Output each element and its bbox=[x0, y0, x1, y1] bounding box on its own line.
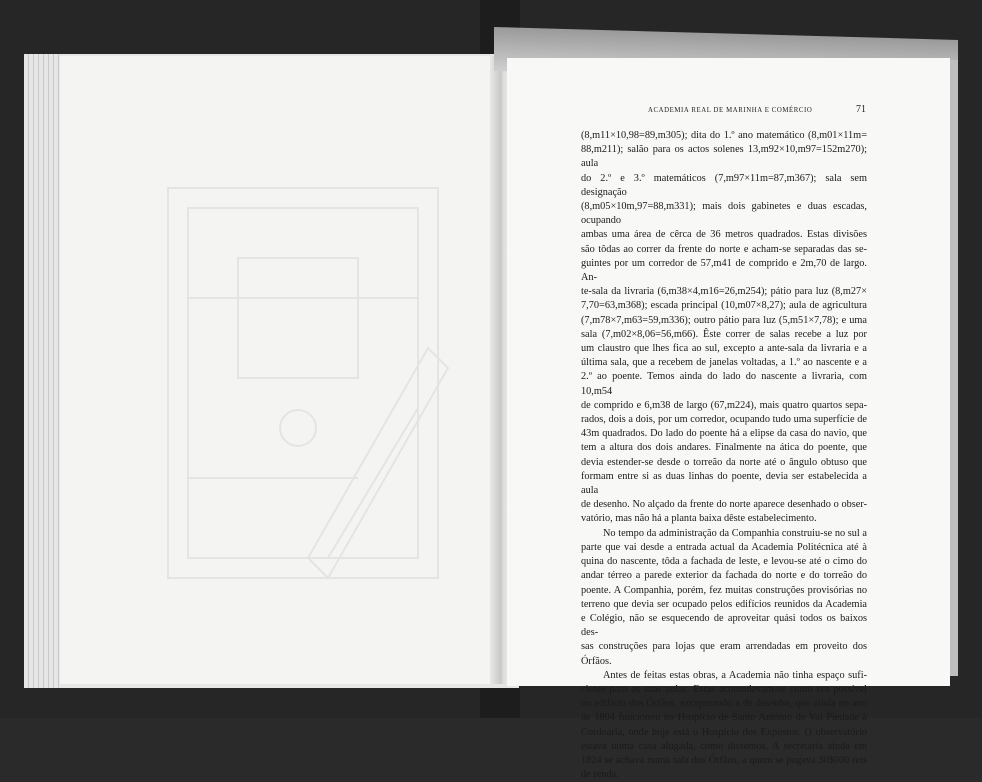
text-line: última sala, que a recebem de janelas voltadas, a 1.º ao nascente e a bbox=[581, 357, 867, 369]
text-line: tem a altura dos dois andares. Finalmente na ática do poente, que bbox=[581, 442, 867, 454]
text-line: de comprido e 6,m38 de largo (67,m224), mais quatro quartos sepa- bbox=[581, 399, 867, 411]
text-line: 1824 se achava numa sala dos Órfãos, a quem se pagava 30$000 reis bbox=[581, 754, 867, 766]
text-line: 2.º ao poente. Temos ainda do lado do nascente a livraria, com 10,m54 bbox=[581, 371, 867, 397]
text-line: terreno que devia ser ocupado pelos edifícios reunidos da Academia bbox=[581, 598, 867, 610]
text-line: e Colégio, não se esquecendo de aproveitar quási todos os baixos des- bbox=[581, 612, 867, 639]
text-line: sas construções para lojas que eram arrendadas em proveito dos Órfãos. bbox=[581, 641, 867, 667]
text-line: sala (7,m02×8,06=56,m66). Êste correr de salas recebe a luz por bbox=[581, 328, 867, 340]
text-line: do 2.º e 3.º matemáticos (7,m97×11m=87,m367); sala sem designação bbox=[581, 172, 867, 198]
text-line: andar térreo a parede exterior da fachada do norte e do torreão do bbox=[581, 570, 867, 582]
text-line: (7,m78×7,m63=59,m336); outro pátio para luz (5,m51×7,78); e uma bbox=[581, 314, 867, 326]
text-line: No tempo da administração da Companhia construiu-se no sul a bbox=[603, 527, 867, 539]
text-line: Antes de feitas estas obras, a Academia não tinha espaço sufi- bbox=[603, 669, 867, 681]
text-line: 88,m211); salão para os actos solenes 13,m92×10,m97=152m270); aula bbox=[581, 144, 867, 170]
text-line: formam entre si as duas linhas do poente, devia ser estabelecida a aula bbox=[581, 470, 867, 497]
text-line: de renda. bbox=[581, 769, 619, 781]
text-line: vatório, mas não há a planta baixa dêste estabelecimento. bbox=[581, 513, 817, 525]
text-line: um claustro que lhes fica ao sul, excepto a ante-sala da livraria e a bbox=[581, 343, 867, 355]
text-line: de 1804 funcionou no Hospício de Santo António de Val Piedade à bbox=[581, 712, 867, 724]
text-line: te-sala da livraria (6,m38×4,m16=26,m254); pátio para luz (8,m27× bbox=[581, 286, 867, 298]
text-line: guintes por um corredor de 57,m41 de comprido e 2m,70 de largo. An- bbox=[581, 257, 867, 284]
body-text bbox=[581, 129, 867, 782]
text-line: devia estender-se desde o torreão da norte até o ângulo obtuso que bbox=[581, 456, 867, 468]
text-line: rados, dois a dois, por um corredor, ocupando tudo uma superfície de bbox=[581, 414, 867, 426]
text-line: estava numa casa alugada, como dissemos. A secretaria ainda em bbox=[581, 740, 867, 752]
show-through-floor-plan bbox=[158, 178, 458, 588]
text-line: no edifício dos Órfãos, exceptuando a de desenho, que ainda no ano bbox=[581, 698, 867, 710]
text-line: parte que vai desde a entrada actual da Academia Politécnica até à bbox=[581, 541, 867, 553]
text-line: 7,70=63,m368); escada principal (10,m07×8,27); aula de agricultura bbox=[581, 300, 867, 312]
text-line: quina do nascente, tôda a fachada de leste, e levou-se até o cimo do bbox=[581, 556, 867, 568]
running-head: ACADEMIA REAL DE MARINHA E COMÉRCIO bbox=[648, 107, 813, 114]
text-line: de desenho. No alçado da frente do norte aparece desenhado o obser- bbox=[581, 499, 867, 511]
text-line: Cordoaria, onde hoje está o Hospício dos Expostos. O observatório bbox=[581, 726, 867, 738]
text-line: ambas uma área de cêrca de 36 metros quadrados. Estas divisões bbox=[581, 229, 867, 241]
text-line: ciente para as suas aulas. Estas acomodavam-se como era possível bbox=[581, 683, 867, 695]
text-line: são tôdas ao correr da frente do norte e acham-se separadas das se- bbox=[581, 243, 867, 255]
page-number: 71 bbox=[856, 104, 866, 115]
text-line: 43m quadrados. Do lado do poente há a elipse da casa do navio, que bbox=[581, 428, 867, 440]
text-line: poente. A Companhia, porém, fez muitas construções provisórias no bbox=[581, 584, 867, 596]
text-line: (8,m05×10m,97=88,m331); mais dois gabinetes e duas escadas, ocupando bbox=[581, 201, 867, 227]
text-line: (8,m11×10,98=89,m305); dita do 1.º ano matemático (8,m01×11m= bbox=[581, 130, 867, 141]
